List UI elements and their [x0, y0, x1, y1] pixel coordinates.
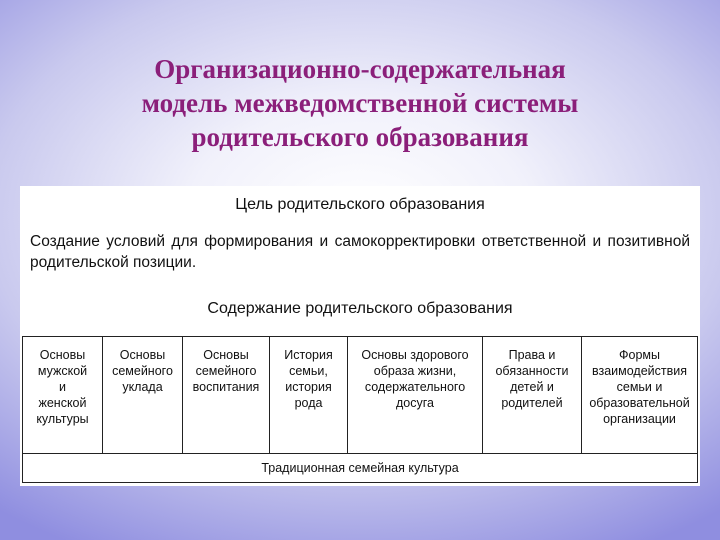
goal-heading: Цель родительского образования — [235, 196, 485, 213]
cell-line: взаимодействия — [591, 364, 688, 378]
content-cell-family-upbringing — [183, 337, 270, 453]
cell-line: содержательного — [364, 380, 466, 394]
cell-line: уклада — [122, 380, 163, 394]
cell-line: семейного — [112, 364, 173, 378]
cell-line: женской — [38, 396, 87, 410]
cell-line: Основы — [119, 348, 166, 362]
content-cell-family-structure — [103, 337, 183, 453]
slide-title — [0, 52, 720, 154]
cell-line: родителей — [501, 396, 563, 410]
cell-line: семьи, — [289, 364, 328, 378]
cell-line: обязанности — [495, 364, 569, 378]
content-cell-family-history — [270, 337, 348, 453]
model-panel — [20, 186, 700, 486]
content-heading: Содержание родительского образования — [207, 300, 513, 317]
cell-line: рода — [294, 396, 323, 410]
cell-line: семейного — [195, 364, 257, 378]
cell-line: детей и — [510, 380, 554, 394]
slide-title-line-3: родительского образования — [191, 122, 529, 152]
traditional-culture-cell: Традиционная семейная культура — [22, 453, 698, 483]
cell-line: культуры — [36, 412, 89, 426]
cell-line: мужской — [37, 364, 88, 378]
cell-line: история — [285, 380, 332, 394]
slide-title-line-1: Организационно-содержательная — [154, 54, 566, 84]
content-cell-gender-culture — [23, 337, 103, 453]
cell-line: Основы — [39, 348, 86, 362]
cell-line: История — [284, 348, 333, 362]
content-cell-rights-duties — [483, 337, 582, 453]
cell-line: образовательной — [589, 396, 690, 410]
cell-line: Формы — [619, 348, 660, 362]
content-grid — [22, 336, 698, 454]
content-cell-interaction-forms — [582, 337, 697, 453]
cell-line: Права и — [508, 348, 556, 362]
cell-line: Основы здорового — [361, 348, 469, 362]
content-cell-healthy-lifestyle — [348, 337, 483, 453]
goal-text: Создание условий для формирования и самокорректировки ответственной и позитивной родительской позиции. — [30, 233, 690, 271]
cell-line: и — [59, 380, 66, 394]
cell-line: воспитания — [192, 380, 260, 394]
slide-title-line-2: модель межведомственной системы — [141, 88, 579, 118]
cell-line: семьи и — [616, 380, 663, 394]
cell-line: Основы — [203, 348, 249, 362]
cell-line: досуга — [396, 396, 434, 410]
cell-line: образа жизни, — [373, 364, 457, 378]
cell-line: организации — [603, 412, 676, 426]
